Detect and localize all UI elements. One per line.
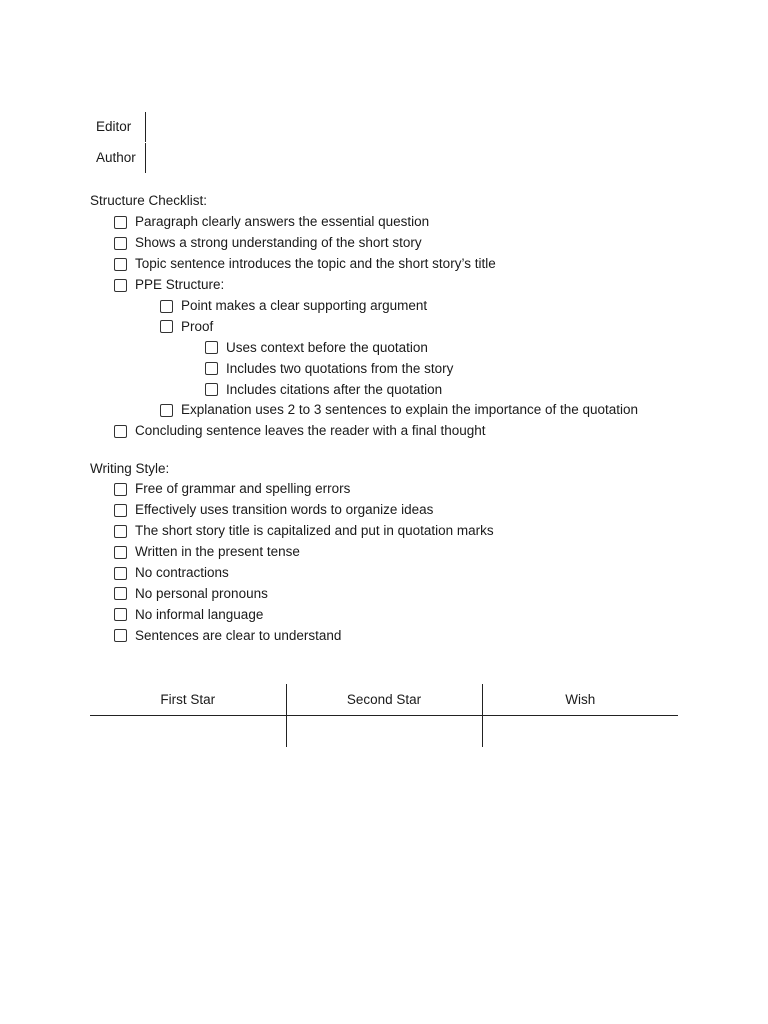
checklist-item <box>0 254 638 275</box>
checklist-item <box>0 316 638 337</box>
table-row <box>90 715 678 747</box>
checklist-item <box>0 233 638 254</box>
checkbox[interactable] <box>205 383 218 396</box>
first-star-cell[interactable] <box>90 715 286 747</box>
checklist-item-label: Concluding sentence leaves the reader with a final thought <box>135 423 486 439</box>
checklist-item <box>0 337 638 358</box>
checkbox[interactable] <box>114 608 127 621</box>
checkbox[interactable] <box>205 341 218 354</box>
checklist-item-label: Paragraph clearly answers the essential question <box>135 214 430 230</box>
writing-style-heading: Writing Style: <box>90 461 170 476</box>
checkbox[interactable] <box>114 258 127 271</box>
checklist-item <box>0 604 494 625</box>
writing-style-checklist <box>0 479 494 646</box>
checklist-item-label: No personal pronouns <box>135 585 268 601</box>
second-star-header: Second Star <box>286 684 482 715</box>
wish-cell[interactable] <box>482 715 678 747</box>
checkbox[interactable] <box>114 629 127 642</box>
author-field[interactable] <box>145 143 345 173</box>
checklist-item-label: No informal language <box>135 606 264 622</box>
checklist-item <box>0 296 638 317</box>
checklist-item-label: Uses context before the quotation <box>226 339 428 355</box>
star-wish-table <box>90 684 678 747</box>
checkbox[interactable] <box>114 483 127 496</box>
checklist-item <box>0 379 638 400</box>
checklist-item-label: Includes citations after the quotation <box>226 381 443 397</box>
first-star-header: First Star <box>90 684 286 715</box>
checkbox[interactable] <box>114 279 127 292</box>
checklist-item-label: Point makes a clear supporting argument <box>181 298 428 313</box>
checkbox[interactable] <box>114 425 127 438</box>
checklist-item <box>0 358 638 379</box>
checklist-item <box>0 583 494 604</box>
checklist-item <box>0 500 494 521</box>
checklist-item-label: Free of grammar and spelling errors <box>135 481 351 497</box>
checklist-item <box>0 400 638 421</box>
checklist-item-label: Includes two quotations from the story <box>226 360 454 376</box>
checkbox[interactable] <box>160 320 173 333</box>
checklist-item-label: The short story title is capitalized and put in quotation marks <box>135 523 494 539</box>
checkbox[interactable] <box>160 404 173 417</box>
structure-checklist-heading: Structure Checklist: <box>90 193 208 208</box>
checklist-item-label: No contractions <box>135 565 229 580</box>
checklist-item-label: Shows a strong understanding of the short story <box>135 235 422 251</box>
editor-label: Editor <box>96 119 132 134</box>
structure-checklist <box>0 212 638 442</box>
checkbox[interactable] <box>114 216 127 229</box>
checklist-item-label: Written in the present tense <box>135 544 300 560</box>
checkbox[interactable] <box>114 567 127 580</box>
checklist-item <box>0 542 494 563</box>
author-label: Author <box>96 150 136 165</box>
checklist-item-label: Explanation uses 2 to 3 sentences to explain the importance of the quotation <box>181 402 639 418</box>
checkbox[interactable] <box>205 362 218 375</box>
checklist-item <box>0 421 638 442</box>
table-header-row <box>90 684 678 715</box>
checkbox[interactable] <box>114 525 127 538</box>
checklist-item <box>0 625 494 646</box>
author-row <box>90 143 345 173</box>
checklist-item <box>0 479 494 500</box>
checklist-item-label: Effectively uses transition words to organize ideas <box>135 502 434 518</box>
checklist-item <box>0 275 638 296</box>
checklist-item <box>0 212 638 233</box>
checklist-item-label: Sentences are clear to understand <box>135 627 342 643</box>
wish-header: Wish <box>482 684 678 715</box>
checklist-item-label: Proof <box>181 318 214 334</box>
checklist-item <box>0 563 494 584</box>
checklist-item-label: Topic sentence introduces the topic and the short story’s title <box>135 256 496 272</box>
second-star-cell[interactable] <box>286 715 482 747</box>
checklist-item-label: PPE Structure: <box>135 277 225 293</box>
checkbox[interactable] <box>114 237 127 250</box>
checkbox[interactable] <box>114 546 127 559</box>
editor-row <box>90 112 345 142</box>
editor-field[interactable] <box>145 112 345 142</box>
checkbox[interactable] <box>114 587 127 600</box>
checkbox[interactable] <box>160 300 173 313</box>
checkbox[interactable] <box>114 504 127 517</box>
checklist-item <box>0 521 494 542</box>
